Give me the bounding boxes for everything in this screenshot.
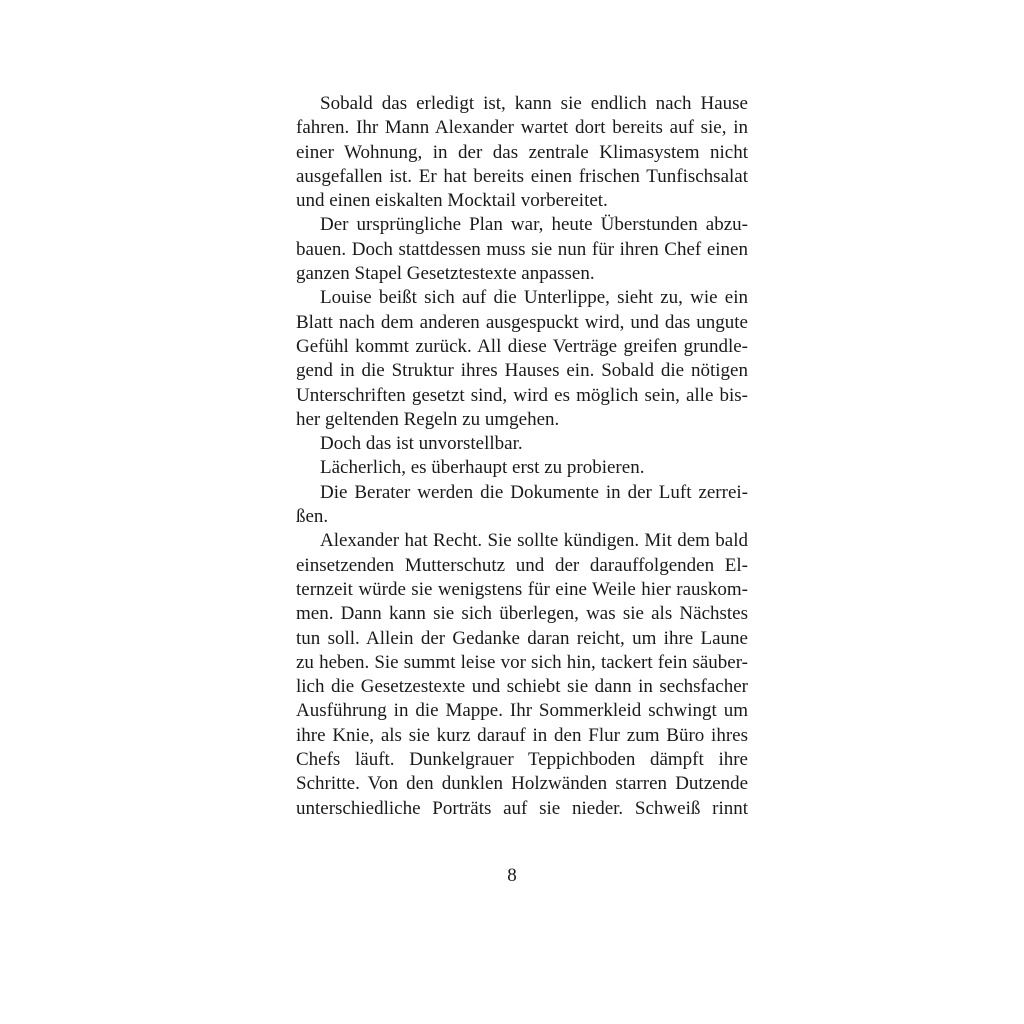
text-line: men. Dann kann sie sich überlegen, was sie als Nächstes (296, 603, 748, 625)
text-line: bauen. Doch stattdessen muss sie nun für ihren Chef einen (296, 238, 748, 260)
text-line: tun soll. Allein der Gedanke daran reicht, um ihre Laune (296, 627, 748, 649)
text-line: Unterschriften gesetzt sind, wird es möglich sein, alle bis- (296, 384, 748, 406)
text-line: lich die Gesetzestexte und schiebt sie dann in sechsfacher (296, 676, 748, 698)
page-number: 8 (507, 865, 517, 886)
text-line: Alexander hat Recht. Sie sollte kündigen. Mit dem bald (320, 530, 748, 552)
text-line: Die Berater werden die Dokumente in der Luft zerrei- (320, 481, 748, 503)
text-line: Der ursprüngliche Plan war, heute Überstunden abzu- (320, 214, 748, 236)
text-line: Sobald das erledigt ist, kann sie endlich nach Hause (320, 93, 748, 114)
text-line: Ausführung in die Mappe. Ihr Sommerkleid schwingt um (296, 700, 748, 722)
text-line: fahren. Ihr Mann Alexander wartet dort bereits auf sie, in (296, 117, 748, 139)
text-line: einer Wohnung, in der das zentrale Klimasystem nicht (296, 141, 748, 163)
text-line: ßen. (296, 506, 329, 528)
text-line: Lächerlich, es überhaupt erst zu probieren. (320, 457, 645, 479)
text-line: unterschiedliche Porträts auf sie nieder. Schweiß rinnt (296, 797, 748, 819)
text-line: Schritte. Von den dunklen Holzwänden starren Dutzende (296, 773, 748, 795)
text-line: ihre Knie, als sie kurz darauf in den Flur zum Büro ihres (296, 724, 748, 746)
text-line: Doch das ist unvorstellbar. (320, 433, 523, 455)
text-line: zu heben. Sie summt leise vor sich hin, tackert fein säuber- (296, 651, 748, 673)
text-line: ganzen Stapel Gesetztestexte anpassen. (296, 263, 595, 285)
text-line: Blatt nach dem anderen ausgespuckt wird, und das ungute (296, 311, 748, 333)
text-line: Gefühl kommt zurück. All diese Verträge greifen grundle- (296, 335, 748, 357)
text-line: und einen eiskalten Mocktail vorbereitet. (296, 190, 608, 212)
text-line: gend in die Struktur ihres Hauses ein. Sobald die nötigen (296, 360, 748, 382)
text-line: Louise beißt sich auf die Unterlippe, sieht zu, wie ein (320, 287, 748, 309)
text-line: ternzeit würde sie wenigstens für eine Weile hier rauskom- (296, 578, 748, 600)
text-line: her geltenden Regeln zu umgehen. (296, 408, 560, 430)
body-text (296, 92, 748, 821)
text-line: ausgefallen ist. Er hat bereits einen frischen Tunfischsalat (296, 165, 748, 187)
text-line: Chefs läuft. Dunkelgrauer Teppichboden dämpft ihre (296, 749, 748, 771)
text-line: einsetzenden Mutterschutz und der darauffolgenden El- (296, 554, 748, 576)
